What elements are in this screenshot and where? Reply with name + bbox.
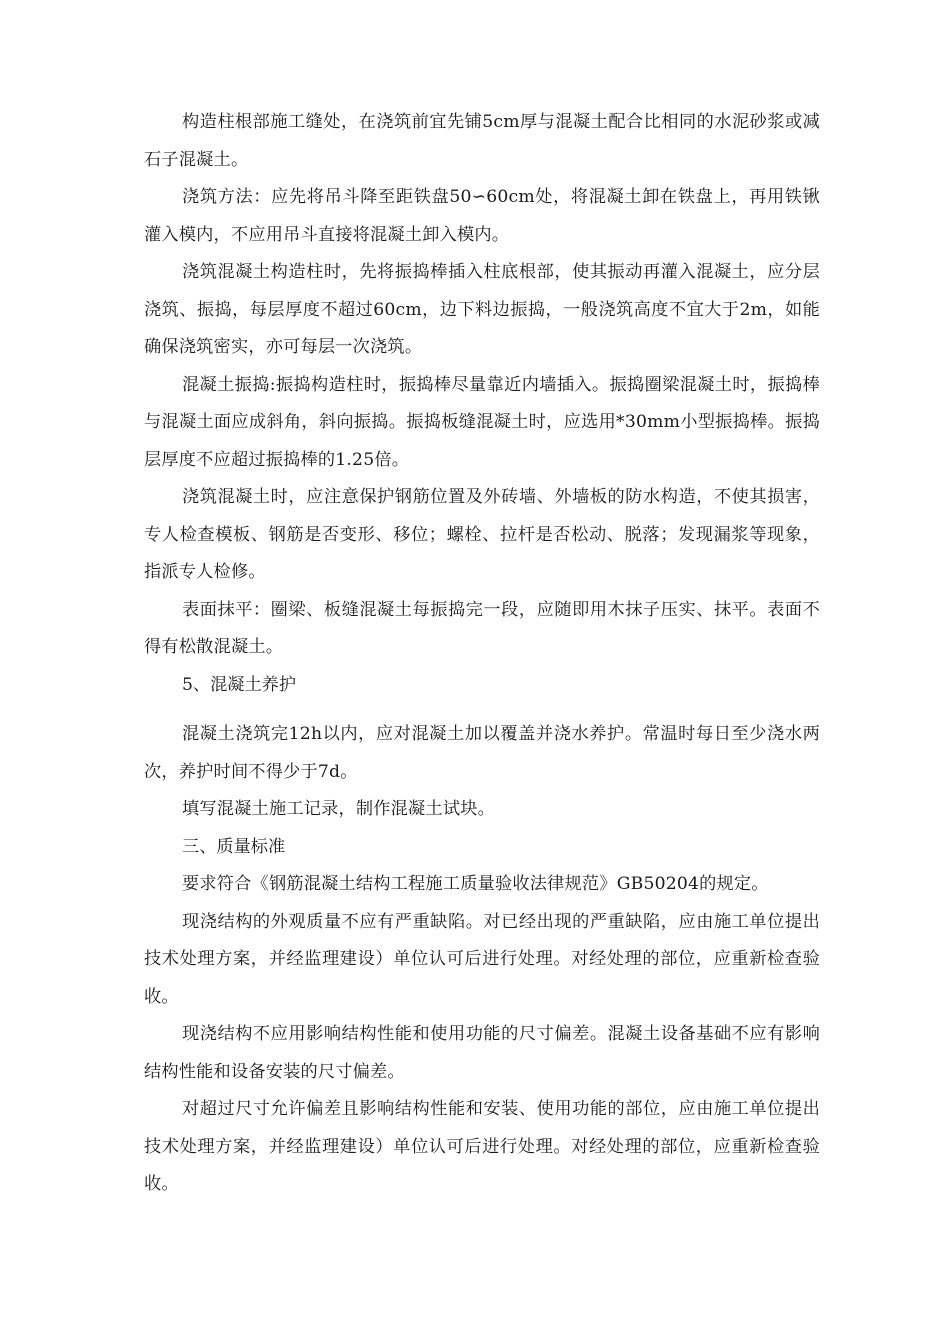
paragraph: 混凝土振捣:振捣构造柱时，振捣棒尽量靠近内墙插入。振捣圈梁混凝土时，振捣棒与混凝土面应成斜角，斜向振捣。振捣板缝混凝土时，应选用*30mm小型振捣棒。振捣层厚度不应超过振捣棒的1.25倍。 [144, 374, 820, 470]
paragraph: 现浇结构的外观质量不应有严重缺陷。对已经出现的严重缺陷，应由施工单位提出技术处理方案，并经监理建设）单位认可后进行处理。对经处理的部位，应重新检查验收。 [144, 911, 820, 1007]
paragraph: 浇筑方法：应先将吊斗降至距铁盘50∽60cm处，将混凝土卸在铁盘上，再用铁锹灌入模内，不应用吊斗直接将混凝土卸入模内。 [144, 187, 820, 245]
paragraph: 构造柱根部施工缝处，在浇筑前宜先铺5cm厚与混凝土配合比相同的水泥砂浆或减石子混凝土。 [144, 112, 820, 170]
paragraph: 混凝土浇筑完12h以内，应对混凝土加以覆盖并浇水养护。常温时每日至少浇水两次，养护时间不得少于7d。 [144, 724, 820, 782]
section-heading: 5、混凝土养护 [182, 674, 297, 695]
paragraph: 浇筑混凝土构造柱时，先将振捣棒插入柱底根部，使其振动再灌入混凝土，应分层浇筑、振捣，每层厚度不超过60cm，边下料边振捣，一般浇筑高度不宜大于2m，如能确保浇筑密实，亦可每层一次浇筑。 [144, 262, 820, 357]
section-heading: 三、质量标准 [182, 836, 286, 857]
paragraph: 浇筑混凝土时，应注意保护钢筋位置及外砖墙、外墙板的防水构造，不使其损害，专人检查模板、钢筋是否变形、移位；螺栓、拉杆是否松动、脱落；发现漏浆等现象，指派专人检修。 [144, 487, 820, 582]
paragraph: 对超过尺寸允许偏差且影响结构性能和安装、使用功能的部位，应由施工单位提出技术处理方案，并经监理建设）单位认可后进行处理。对经处理的部位，应重新检查验收。 [144, 1099, 820, 1194]
paragraph: 表面抹平：圈梁、板缝混凝土每振捣完一段，应随即用木抹子压实、抹平。表面不得有松散混凝土。 [144, 599, 820, 657]
paragraph: 填写混凝土施工记录，制作混凝土试块。 [182, 799, 495, 819]
paragraph: 要求符合《钢筋混凝土结构工程施工质量验收法律规范》GB50204的规定。 [182, 874, 769, 894]
document-page [144, 104, 820, 1204]
paragraph: 现浇结构不应用影响结构性能和使用功能的尺寸偏差。混凝土设备基础不应有影响结构性能和设备安装的尺寸偏差。 [144, 1024, 820, 1082]
